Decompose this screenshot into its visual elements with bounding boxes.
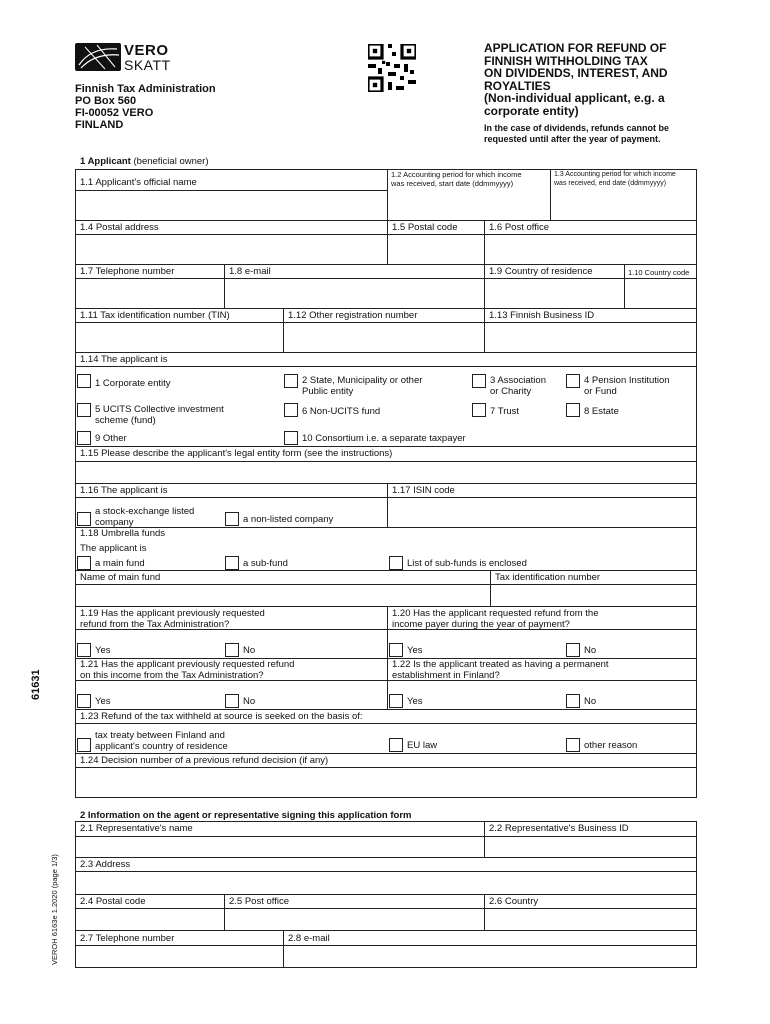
label-1-17: 1.17 ISIN code xyxy=(392,485,455,496)
label-line: 1.20 Has the applicant requested refund from the xyxy=(392,608,599,619)
label-1-18: 1.18 Umbrella funds xyxy=(80,528,166,539)
grid-line xyxy=(75,753,697,754)
grid-line xyxy=(75,723,697,724)
label-line: 1.21 Has the applicant previously requested refund xyxy=(80,659,295,670)
checkbox-1-22-no[interactable] xyxy=(566,694,580,708)
section-1-title xyxy=(80,156,208,167)
applicant-name-field[interactable] xyxy=(76,191,387,220)
option-3-label xyxy=(490,376,546,397)
checkbox-association[interactable] xyxy=(472,374,486,388)
representative-post-office-field[interactable] xyxy=(225,909,484,930)
option-4-label xyxy=(584,376,670,397)
form-id: VEROH 6163e 1.2020 (page 1/3) xyxy=(50,854,59,965)
checkbox-sub-fund[interactable] xyxy=(225,556,239,570)
postal-code-field[interactable] xyxy=(388,235,484,264)
grid-line xyxy=(75,169,697,170)
label-2-6: 2.6 Country xyxy=(489,896,539,907)
title-line: APPLICATION FOR REFUND OF xyxy=(484,41,667,55)
other-reason-label: other reason xyxy=(584,740,638,751)
org-postcode: FI-00052 VERO xyxy=(75,107,154,119)
tax-treaty-label xyxy=(95,731,228,752)
vero-skatt-logo xyxy=(75,43,170,73)
yes-label: Yes xyxy=(407,696,423,707)
label-line: establishment in Finland? xyxy=(392,669,500,681)
grid-line xyxy=(75,220,697,221)
grid-line xyxy=(75,894,697,895)
grid-line xyxy=(75,446,697,447)
option-2-label xyxy=(302,376,422,397)
checkbox-1-19-no[interactable] xyxy=(225,643,239,657)
label-1-22 xyxy=(392,660,609,681)
label-1-14: 1.14 The applicant is xyxy=(80,354,168,365)
label-1-19 xyxy=(80,609,265,630)
logo-vero-text: VERO xyxy=(124,42,169,59)
representative-telephone-field[interactable] xyxy=(76,946,283,967)
checkbox-estate[interactable] xyxy=(566,403,580,417)
label-1-23: 1.23 Refund of the tax withheld at source is seeked on the basis of: xyxy=(80,711,363,722)
tax-administration-address xyxy=(75,83,216,131)
label-1-16: 1.16 The applicant is xyxy=(80,485,168,496)
label-line: on this income from the Tax Administration? xyxy=(80,669,264,681)
checkbox-1-22-yes[interactable] xyxy=(389,694,403,708)
label-line: 4 Pension Institution xyxy=(584,375,670,386)
representative-email-field[interactable] xyxy=(284,946,696,967)
grid-line xyxy=(387,606,388,709)
grid-line xyxy=(75,570,697,571)
label-line: 2 State, Municipality or other xyxy=(302,375,423,386)
label-1-12: 1.12 Other registration number xyxy=(288,310,418,321)
checkbox-other-reason[interactable] xyxy=(566,738,580,752)
checkbox-other[interactable] xyxy=(77,431,91,445)
checkbox-1-20-yes[interactable] xyxy=(389,643,403,657)
eu-law-label: EU law xyxy=(407,740,438,751)
logo-skatt-text: SKATT xyxy=(124,57,171,73)
representative-address-field[interactable] xyxy=(76,872,696,894)
legal-entity-form-field[interactable] xyxy=(76,462,696,483)
org-country: FINLAND xyxy=(75,119,124,131)
option-9-label: 9 Other xyxy=(95,433,127,444)
org-name: Finnish Tax Administration xyxy=(75,83,216,95)
title-line: ROYALTIES xyxy=(484,78,551,93)
checkbox-tax-treaty[interactable] xyxy=(77,738,91,752)
checkbox-public-entity[interactable] xyxy=(284,374,298,388)
label-line: 5 UCITS Collective investment xyxy=(95,404,224,415)
option-5-label xyxy=(95,405,224,426)
label-line: company xyxy=(95,516,134,528)
yes-label: Yes xyxy=(407,645,423,656)
label-2-5: 2.5 Post office xyxy=(229,896,290,907)
telephone-field[interactable] xyxy=(76,279,224,308)
label-line: was received, end date (ddmmyyyy) xyxy=(554,179,667,187)
checkbox-ucits-fund[interactable] xyxy=(77,403,91,417)
title-line: (Non-individual applicant, e.g. a xyxy=(484,91,665,105)
tin-field[interactable] xyxy=(76,323,283,352)
checkbox-main-fund[interactable] xyxy=(77,556,91,570)
label-1-10: 1.10 Country code xyxy=(628,268,690,277)
label-2-2: 2.2 Representative's Business ID xyxy=(489,823,629,834)
qr-code-icon xyxy=(368,44,416,92)
previous-decision-field[interactable] xyxy=(76,768,696,797)
label-2-4: 2.4 Postal code xyxy=(80,896,146,907)
title-line: FINNISH WITHHOLDING TAX xyxy=(484,53,648,68)
applicant-is-label: The applicant is xyxy=(80,543,147,554)
label-1-3 xyxy=(554,171,676,188)
yes-label: Yes xyxy=(95,645,111,656)
grid-line xyxy=(75,967,697,968)
other-registration-field[interactable] xyxy=(284,323,484,352)
label-1-5: 1.5 Postal code xyxy=(392,222,458,233)
section-1-suffix: (beneficial owner) xyxy=(133,156,209,167)
label-1-24: 1.24 Decision number of a previous refund decision (if any) xyxy=(80,755,329,766)
checkbox-trust[interactable] xyxy=(472,403,486,417)
label-2-1: 2.1 Representative's name xyxy=(80,823,193,834)
label-1-7: 1.7 Telephone number xyxy=(80,266,175,277)
label-2-8: 2.8 e-mail xyxy=(288,933,330,944)
label-line: 3 Association xyxy=(490,375,546,386)
grid-line xyxy=(75,797,697,798)
grid-line xyxy=(75,366,697,367)
country-of-residence-field[interactable] xyxy=(485,279,624,308)
grid-line xyxy=(696,821,697,967)
grid-line xyxy=(75,308,697,309)
label-1-11: 1.11 Tax identification number (TIN) xyxy=(80,310,230,321)
label-1-15: 1.15 Please describe the applicant's legal entity form (see the instructions) xyxy=(80,448,393,459)
country-code-field[interactable] xyxy=(625,279,696,308)
label-line: scheme (fund) xyxy=(95,414,156,426)
label-1-1: 1.1 Applicant's official name xyxy=(80,177,197,188)
checkbox-listed-company[interactable] xyxy=(77,512,91,526)
postal-address-field[interactable] xyxy=(76,235,387,264)
no-label: No xyxy=(243,645,256,656)
isin-code-field[interactable] xyxy=(388,498,696,527)
logo-emblem-icon xyxy=(75,43,121,71)
checkbox-1-20-no[interactable] xyxy=(566,643,580,657)
yes-label: Yes xyxy=(95,696,111,707)
grid-line xyxy=(696,169,697,797)
checkbox-non-listed-company[interactable] xyxy=(225,512,239,526)
label-1-21 xyxy=(80,660,294,681)
payment-note xyxy=(484,123,709,145)
checkbox-1-21-no[interactable] xyxy=(225,694,239,708)
section-1-heading: 1 Applicant xyxy=(80,156,131,167)
checkbox-1-21-yes[interactable] xyxy=(77,694,91,708)
label-line: refund from the Tax Administration? xyxy=(80,618,230,630)
note-line: In the case of dividends, refunds cannot be xyxy=(484,123,670,133)
main-fund-name-field[interactable] xyxy=(76,585,490,606)
checkbox-non-ucits-fund[interactable] xyxy=(284,403,298,417)
label-1-13: 1.13 Finnish Business ID xyxy=(489,310,595,321)
label-line: applicant's country of residence xyxy=(95,740,228,752)
label-line: or Fund xyxy=(584,385,617,397)
label-1-20 xyxy=(392,609,599,630)
subfunds-list-label: List of sub-funds is enclosed xyxy=(407,558,527,569)
non-listed-company-label: a non-listed company xyxy=(243,514,334,525)
checkbox-eu-law[interactable] xyxy=(389,738,403,752)
no-label: No xyxy=(584,645,597,656)
period-start-field[interactable] xyxy=(388,191,550,220)
representative-name-field[interactable] xyxy=(76,837,484,857)
main-fund-label: a main fund xyxy=(95,558,145,569)
label-line: was received, start date (ddmmyyyy) xyxy=(391,178,514,188)
label-1-6: 1.6 Post office xyxy=(489,222,550,233)
section-2-title: 2 Information on the agent or representative signing this application form xyxy=(80,810,412,821)
main-fund-name-label: Name of main fund xyxy=(80,572,161,583)
representative-business-id-field[interactable] xyxy=(485,837,696,857)
label-line: 1.2 Accounting period for which income xyxy=(391,170,522,179)
sub-fund-label: a sub-fund xyxy=(243,558,288,569)
form-code: 61631 xyxy=(30,669,42,700)
business-id-field[interactable] xyxy=(485,323,696,352)
post-office-field[interactable] xyxy=(485,235,696,264)
checkbox-subfunds-list[interactable] xyxy=(389,556,403,570)
form-title xyxy=(484,42,704,117)
checkbox-corporate-entity[interactable] xyxy=(77,374,91,388)
label-line: 1.19 Has the applicant previously requested xyxy=(80,608,265,619)
label-line: Public entity xyxy=(302,385,354,397)
checkbox-consortium[interactable] xyxy=(284,431,298,445)
grid-line xyxy=(75,821,697,822)
representative-country-field[interactable] xyxy=(485,909,696,930)
label-1-9: 1.9 Country of residence xyxy=(489,266,593,277)
grid-line xyxy=(75,483,697,484)
checkbox-pension-fund[interactable] xyxy=(566,374,580,388)
label-2-7: 2.7 Telephone number xyxy=(80,933,175,944)
email-field[interactable] xyxy=(225,279,484,308)
main-fund-tin-label: Tax identification number xyxy=(495,572,601,583)
label-line: income payer during the year of payment? xyxy=(392,618,570,630)
note-line: requested until after the year of payment. xyxy=(484,134,661,144)
checkbox-1-19-yes[interactable] xyxy=(77,643,91,657)
grid-line xyxy=(75,709,697,710)
no-label: No xyxy=(584,696,597,707)
label-1-8: 1.8 e-mail xyxy=(229,266,271,277)
grid-line xyxy=(75,930,697,931)
title-line: corporate entity) xyxy=(484,103,579,118)
main-fund-tin-field[interactable] xyxy=(491,585,696,606)
label-line: 1.22 Is the applicant treated as having a permanent xyxy=(392,659,609,670)
option-1-label: 1 Corporate entity xyxy=(95,378,171,389)
org-pobox: PO Box 560 xyxy=(75,95,137,107)
label-2-3: 2.3 Address xyxy=(80,859,131,870)
listed-company-label xyxy=(95,507,194,528)
label-1-2 xyxy=(391,171,522,188)
option-10-label: 10 Consortium i.e. a separate taxpayer xyxy=(302,433,466,444)
grid-line xyxy=(75,352,697,353)
label-1-4: 1.4 Postal address xyxy=(80,222,159,233)
title-line: ON DIVIDENDS, INTEREST, AND xyxy=(484,66,668,80)
option-8-label: 8 Estate xyxy=(584,406,619,417)
label-line: or Charity xyxy=(490,385,532,397)
option-6-label: 6 Non-UCITS fund xyxy=(302,406,381,417)
grid-line xyxy=(75,857,697,858)
label-line: tax treaty between Finland and xyxy=(95,730,225,741)
representative-postal-code-field[interactable] xyxy=(76,909,224,930)
grid-line xyxy=(75,264,697,265)
period-end-field[interactable] xyxy=(551,191,696,220)
no-label: No xyxy=(243,696,256,707)
label-line: 1.3 Accounting period for which income xyxy=(554,171,676,178)
label-line: a stock-exchange listed xyxy=(95,506,195,517)
grid-line xyxy=(75,606,697,607)
option-7-label: 7 Trust xyxy=(490,406,520,417)
